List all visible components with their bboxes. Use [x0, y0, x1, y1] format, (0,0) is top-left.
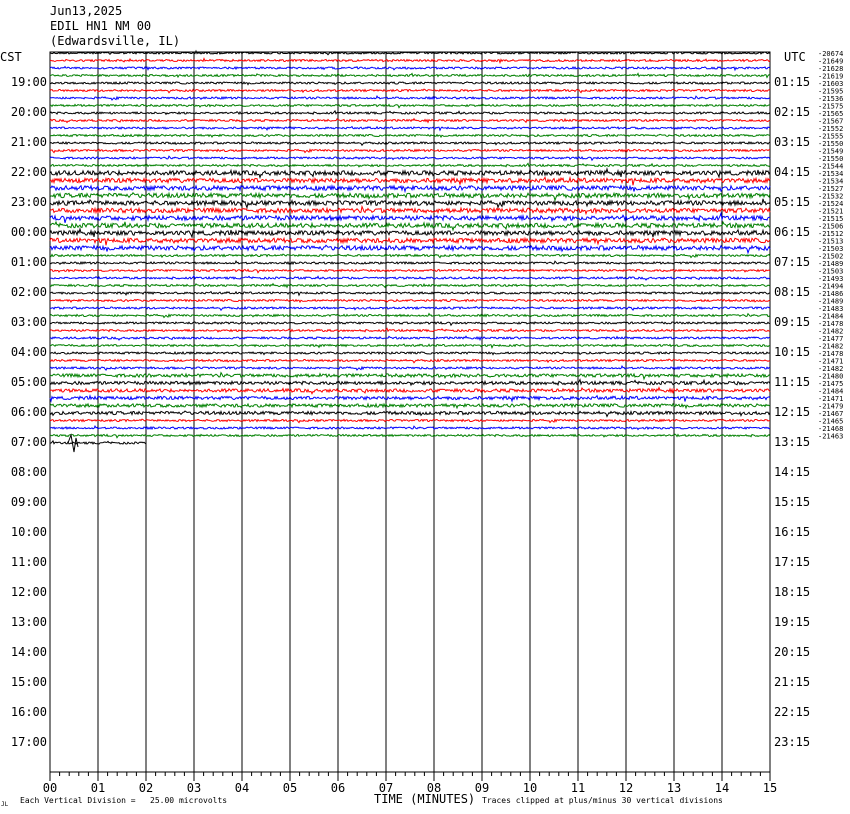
trace-offset-label: -21471 [818, 395, 844, 403]
seismic-trace-red [50, 238, 770, 245]
utc-hour-label: 08:15 [774, 285, 811, 299]
trace-offset-label: -21482 [818, 327, 844, 336]
x-tick-label: 00 [42, 781, 58, 795]
cst-hour-label: 10:00 [10, 525, 47, 539]
x-tick-label: 13 [666, 781, 682, 795]
seismic-trace-black [50, 411, 770, 417]
utc-hour-label: 20:15 [774, 645, 811, 659]
seismic-trace-green [50, 344, 770, 348]
seismic-trace-red [50, 149, 770, 153]
utc-hour-label: 21:15 [774, 675, 811, 689]
seismic-trace-red [50, 89, 770, 93]
trace-offset-label: -21567 [818, 117, 844, 126]
seismic-trace-red [50, 177, 770, 185]
seismic-trace-blue [50, 426, 770, 429]
seismic-trace-red [50, 119, 770, 123]
corner-mark: JL [1, 801, 9, 808]
seismic-trace-green [50, 134, 770, 137]
seismic-trace-red [50, 359, 770, 363]
seismic-trace-black [50, 380, 770, 386]
utc-hour-label: 13:15 [774, 435, 811, 449]
trace-offset-label: -21471 [818, 357, 844, 366]
seismic-trace-green [50, 193, 770, 201]
x-tick-label: 05 [282, 781, 298, 795]
cst-hour-label: 08:00 [10, 465, 47, 479]
seismic-trace-black [50, 292, 770, 296]
cst-hour-label: 07:00 [10, 435, 47, 449]
trace-offset-label: -21502 [818, 252, 844, 261]
trace-offset-label: -21619 [818, 72, 844, 81]
seismic-trace-black [50, 261, 770, 264]
seismic-trace-red [50, 388, 770, 394]
cst-hour-label: 11:00 [10, 555, 47, 569]
cst-hour-label: 17:00 [10, 735, 47, 749]
seismic-trace-red [50, 419, 770, 423]
utc-hour-label: 03:15 [774, 135, 811, 149]
trace-offset-label: -21489 [818, 260, 844, 268]
seismic-trace-blue [50, 186, 770, 192]
seismic-trace-red [50, 59, 770, 63]
trace-offset-label: -21494 [818, 282, 844, 291]
seismic-trace-black [50, 229, 770, 237]
cst-hour-label: 23:00 [10, 195, 47, 209]
header-station: EDIL HN1 NM 00 [50, 19, 152, 33]
trace-offset-label: -21521 [818, 207, 844, 216]
seismic-trace-black [50, 169, 770, 178]
cst-axis-label: CST [0, 50, 22, 64]
x-tick-label: 03 [186, 781, 202, 795]
utc-hour-label: 06:15 [774, 225, 811, 239]
trace-offset-label: -21555 [818, 132, 844, 141]
trace-offset-label: -21552 [818, 125, 844, 133]
seismic-trace-red [50, 270, 770, 273]
utc-hour-label: 17:15 [774, 555, 811, 569]
trace-offset-label: -21544 [818, 162, 844, 171]
seismic-trace-green [50, 404, 770, 408]
seismic-trace-green [50, 254, 770, 258]
seismic-trace-red [50, 299, 770, 302]
trace-offset-label: -21478 [818, 350, 844, 358]
x-tick-label: 08 [426, 781, 442, 795]
seismic-trace-green [50, 104, 770, 107]
seismic-trace-black [50, 322, 770, 325]
seismic-trace-blue [50, 245, 770, 253]
x-tick-label: 15 [762, 781, 778, 795]
utc-hour-label: 22:15 [774, 705, 811, 719]
header-date: Jun13,2025 [50, 4, 123, 18]
x-tick-label: 06 [330, 781, 346, 795]
trace-offset-label: -21534 [818, 177, 844, 186]
seismic-trace-blue [50, 307, 770, 311]
x-tick-label: 12 [618, 781, 634, 795]
trace-offset-label: -21515 [818, 215, 844, 223]
trace-offset-label: -21506 [818, 222, 844, 231]
utc-hour-label: 19:15 [774, 615, 811, 629]
trace-offset-label: -21575 [818, 102, 844, 111]
x-axis-title: TIME (MINUTES) [374, 792, 476, 806]
seismic-trace-blue [50, 336, 770, 340]
seismic-trace-green [50, 373, 770, 379]
trace-offset-label: -21503 [818, 245, 844, 253]
cst-hour-label: 00:00 [10, 225, 47, 239]
trace-offset-label: -21550 [818, 140, 844, 148]
trace-offset-label: -21532 [818, 192, 844, 201]
cst-hour-label: 15:00 [10, 675, 47, 689]
trace-offset-label: -20674 [818, 50, 844, 58]
trace-offset-label: -21550 [818, 155, 844, 163]
trace-offset-label: -21483 [818, 305, 844, 313]
utc-hour-label: 10:15 [774, 345, 811, 359]
trace-offset-label: -21493 [818, 275, 844, 283]
cst-hour-label: 19:00 [10, 75, 47, 89]
seismic-trace-blue [50, 96, 770, 100]
x-tick-label: 01 [90, 781, 106, 795]
seismic-trace-red [50, 328, 770, 331]
trace-offset-label: -21482 [818, 365, 844, 373]
seismic-trace-green [50, 74, 770, 78]
cst-hour-label: 01:00 [10, 255, 47, 269]
trace-offset-label: -21482 [818, 342, 844, 351]
x-tick-label: 07 [378, 781, 394, 795]
x-tick-label: 04 [234, 781, 250, 795]
utc-hour-label: 07:15 [774, 255, 811, 269]
cst-hour-label: 16:00 [10, 705, 47, 719]
cst-hour-label: 02:00 [10, 285, 47, 299]
trace-offset-label: -21480 [818, 372, 844, 381]
seismic-trace-black [50, 82, 770, 85]
seismic-trace-green [50, 284, 770, 288]
x-tick-label: 10 [522, 781, 538, 795]
cst-hour-label: 20:00 [10, 105, 47, 119]
trace-offset-label: -21649 [818, 57, 844, 66]
cst-hour-label: 12:00 [10, 585, 47, 599]
seismic-trace-green [50, 434, 770, 438]
trace-offset-label: -21484 [818, 312, 844, 321]
seismic-trace-black [50, 199, 770, 208]
seismic-trace-green [50, 163, 770, 166]
utc-hour-label: 11:15 [774, 375, 811, 389]
x-tick-label: 02 [138, 781, 154, 795]
footer-scale-note: Each Vertical Division = 25.00 microvolts [20, 796, 228, 805]
utc-hour-label: 23:15 [774, 735, 811, 749]
seismic-trace-blue [50, 396, 770, 402]
cst-hour-label: 22:00 [10, 165, 47, 179]
seismic-trace-blue [50, 213, 770, 223]
trace-offset-label: -21549 [818, 147, 844, 156]
utc-hour-label: 01:15 [774, 75, 811, 89]
trace-offset-label: -21468 [818, 425, 844, 433]
trace-offset-label: -21628 [818, 65, 844, 73]
trace-offset-label: -21503 [818, 267, 844, 276]
trace-offset-label: -21479 [818, 402, 844, 411]
utc-hour-label: 02:15 [774, 105, 811, 119]
x-tick-label: 11 [570, 781, 586, 795]
trace-offset-label: -21477 [818, 335, 844, 343]
seismic-trace-green [50, 222, 770, 230]
seismic-trace-green [50, 314, 770, 318]
utc-hour-label: 16:15 [774, 525, 811, 539]
trace-offset-label: -21478 [818, 320, 844, 328]
cst-hour-label: 05:00 [10, 375, 47, 389]
utc-hour-label: 14:15 [774, 465, 811, 479]
header-location: (Edwardsville, IL) [50, 34, 181, 48]
trace-offset-label: -21512 [818, 230, 844, 238]
trace-offset-label: -21467 [818, 410, 844, 418]
trace-offset-label: -21513 [818, 237, 844, 246]
trace-offset-label: -21527 [818, 185, 844, 193]
utc-hour-label: 12:15 [774, 405, 811, 419]
utc-axis-label: UTC [784, 50, 806, 64]
cst-hour-label: 06:00 [10, 405, 47, 419]
utc-hour-label: 15:15 [774, 495, 811, 509]
seismic-trace-blue [50, 127, 770, 131]
cst-hour-label: 09:00 [10, 495, 47, 509]
trace-offset-label: -21475 [818, 380, 844, 388]
trace-offset-label: -21536 [818, 95, 844, 103]
seismic-trace-blue [50, 67, 770, 70]
cst-hour-label: 03:00 [10, 315, 47, 329]
trace-offset-label: -21465 [818, 417, 844, 426]
x-tick-label: 09 [474, 781, 490, 795]
utc-hour-label: 04:15 [774, 165, 811, 179]
seismic-trace-black [50, 111, 770, 114]
cst-hour-label: 21:00 [10, 135, 47, 149]
footer-clip-note: Traces clipped at plus/minus 30 vertical divisions [482, 796, 723, 805]
seismic-trace-black [50, 142, 770, 146]
utc-hour-label: 09:15 [774, 315, 811, 329]
trace-offset-label: -21534 [818, 170, 844, 178]
seismic-trace-red [50, 207, 770, 214]
utc-hour-label: 18:15 [774, 585, 811, 599]
seismic-trace-black [50, 352, 770, 355]
cst-hour-label: 14:00 [10, 645, 47, 659]
cst-hour-label: 13:00 [10, 615, 47, 629]
trace-offset-label: -21565 [818, 110, 844, 118]
trace-offset-label: -21603 [818, 80, 844, 88]
trace-offset-label: -21489 [818, 297, 844, 306]
cst-hour-label: 04:00 [10, 345, 47, 359]
trace-offset-label: -21484 [818, 387, 844, 396]
trace-offset-label: -21595 [818, 87, 844, 96]
utc-hour-label: 05:15 [774, 195, 811, 209]
seismic-trace-blue [50, 276, 770, 280]
seismic-trace-blue [50, 366, 770, 370]
seismic-trace-blue [50, 156, 770, 160]
trace-offset-label: -21463 [818, 432, 844, 441]
x-tick-label: 14 [714, 781, 730, 795]
trace-offset-label: -21524 [818, 200, 844, 208]
trace-offset-label: -21486 [818, 290, 844, 298]
